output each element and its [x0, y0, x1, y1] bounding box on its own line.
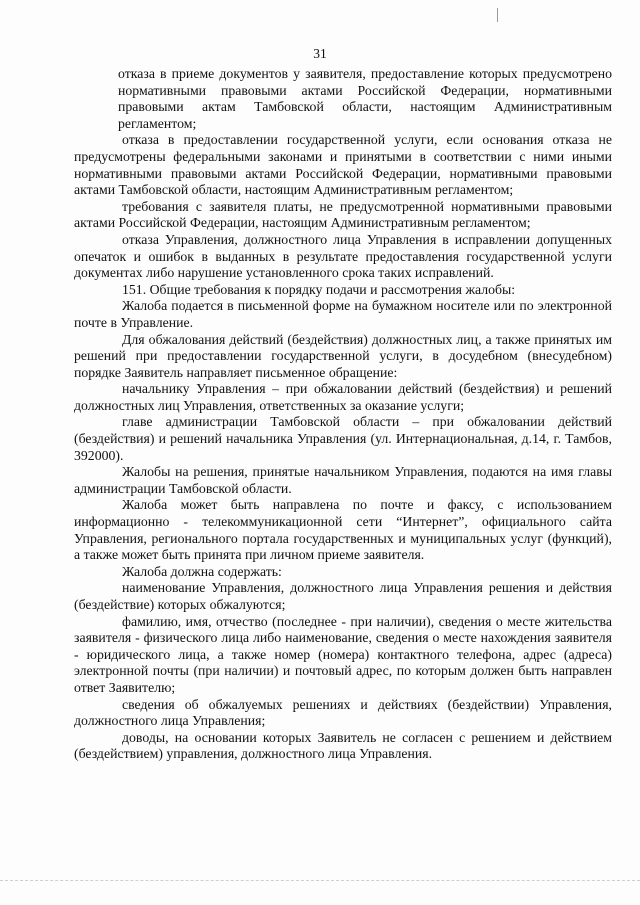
paragraph-refusal-documents: отказа в приеме документов у заявителя, предоставление которых предусмотрено нормативными правовыми актами Российской Федерации, нормативными правовыми актам Тамбовской области, настоящим Административным регламентом;	[118, 66, 612, 131]
document-body	[74, 66, 612, 763]
paragraph-complaint-contents: Жалоба должна содержать:	[122, 563, 282, 579]
paragraph-refusal-service: отказа в предоставлении государственной услуги, если основания отказа не предусмотрены федеральными законами и принятыми в соответствии с ними иными нормативными правовыми актами Российской Федерации, нормативными правовыми актами Тамбовской области, настоящим Административным регламентом;	[74, 132, 612, 198]
paragraph-contents-appealed-decisions: сведения об обжалуемых решениях и действиях (бездействии) Управления, должностного лица Управления;	[74, 696, 612, 729]
paragraph-section-151: 151. Общие требования к порядку подачи и рассмотрения жалобы:	[122, 281, 516, 297]
paragraph-to-head-of-department: начальнику Управления – при обжаловании действий (бездействия) и решений должностных лиц Управления, ответственных за оказание услуги;	[74, 381, 612, 413]
scan-margin-mark	[497, 8, 498, 22]
paragraph-contents-arguments: доводы, на основании которых Заявитель не согласен с решением и действием (бездействием) управления, должностного лица Управления.	[74, 729, 612, 762]
page-number: 31	[313, 46, 327, 61]
paragraph-fee-requirement: требования с заявителя платы, не предусмотренной нормативными правовыми актами Российской Федерации, настоящим Административным регламентом;	[74, 198, 612, 231]
paragraph-correction-refusal: отказа Управления, должностного лица Управления в исправлении допущенных опечаток и ошибок в выданных в результате предоставления государственной услуги документах либо нарушение установленного срока таких исправлений.	[74, 231, 612, 281]
paragraph-submission-channels: Жалоба может быть направлена по почте и факсу, с использованием информационно - телекоммуникационной сети “Интернет”, официального сайта Управления, регионального портала государственных и муниципальных услуг (функций), а также может быть принята при личном приеме заявителя.	[74, 497, 612, 563]
paragraph-to-head-of-administration: главе администрации Тамбовской области – при обжаловании действий (бездействия) и решений начальника Управления (ул. Интернациональная, д.14, г. Тамбов, 392000).	[74, 414, 612, 463]
paragraph-complaint-form: Жалоба подается в письменной форме на бумажном носителе или по электронной почте в Управление.	[74, 298, 612, 330]
paragraph-contents-department-name: наименование Управления, должностного лица Управления решения и действия (бездействие) которых обжалуются;	[74, 580, 612, 612]
paragraph-appeal-procedure: Для обжалования действий (бездействия) должностных лиц, а также принятых им решений при предоставлении государственной услуги, в досудебном (внесудебном) порядке Заявитель направляет письменное обращение:	[74, 331, 612, 380]
paragraph-contents-applicant-details: фамилию, имя, отчество (последнее - при наличии), сведения о месте жительства заявителя - физического лица либо наименование, сведения о месте нахождения заявителя - юридического лица, а также номер (номера) контактного телефона, адрес (адреса) электронной почты (при наличии) и почтовый адрес, по которым должен быть направлен ответ Заявителю;	[74, 613, 612, 695]
paragraph-complaints-on-head-decisions: Жалобы на решения, принятые начальником Управления, подаются на имя главы администрации Тамбовской области.	[74, 464, 612, 496]
page-bottom-edge	[0, 880, 640, 881]
